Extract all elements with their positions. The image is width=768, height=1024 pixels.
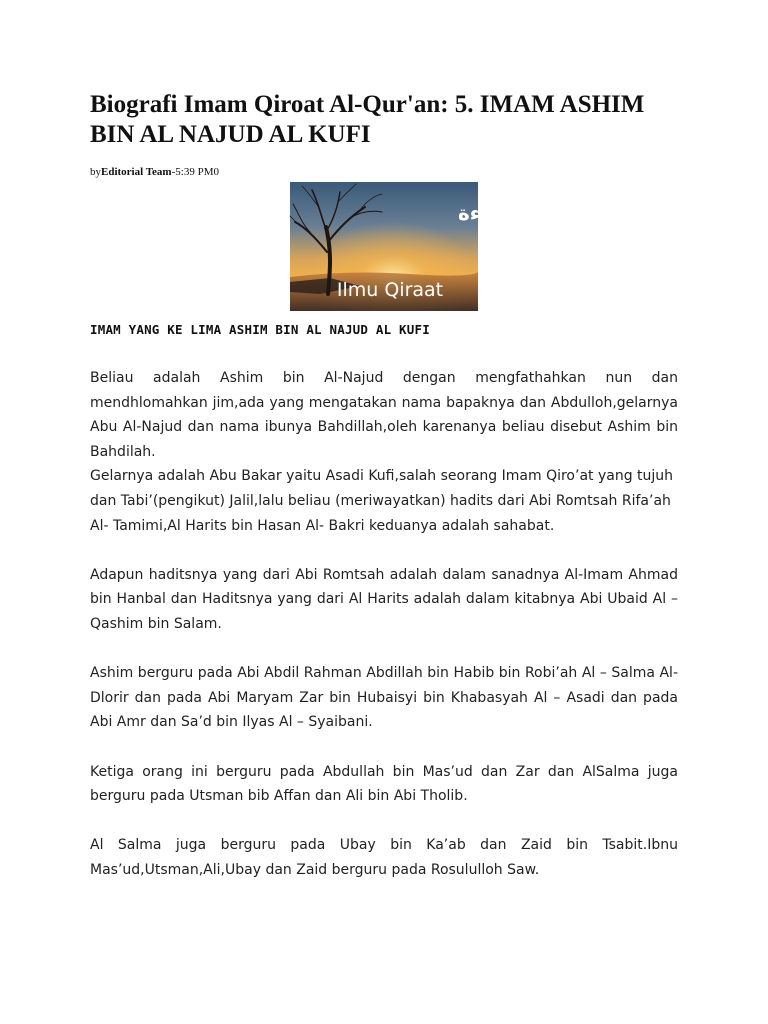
byline-comments[interactable]: 0 (213, 166, 219, 178)
byline-separator: - (171, 166, 176, 178)
article-subheading: IMAM YANG KE LIMA ASHIM BIN AL NAJUD AL KUFI (90, 322, 430, 337)
paragraph: Al Salma juga berguru pada Ubay bin Ka’ab dan Zaid bin Tsabit.Ibnu Mas’ud,Utsman,Ali,Ubay dan Zaid berguru pada Rosululloh Saw. (90, 837, 678, 878)
byline-time: 5:39 PM (175, 166, 214, 178)
article-title: Biografi Imam Qiroat Al-Qur'an: 5. IMAM ASHIM BIN AL NAJUD AL KUFI (90, 91, 645, 148)
article-body (90, 366, 678, 882)
paragraph: Gelarnya adalah Abu Bakar yaitu Asadi Kufi,salah seorang Imam Qiro’at yang tujuh dan Tabi’(pengikut) Jalil,lalu beliau (meriwayatkan) hadits dari Abi Romtsah Rifa’ah Al- Tamimi,Al Harits bin Hasan Al- Bakri keduanya adalah sahabat. (90, 468, 674, 534)
article-image (290, 182, 529, 311)
paragraph: Adapun haditsnya yang dari Abi Romtsah adalah dalam sanadnya Al-Imam Ahmad bin Hanbal dan Haditsnya yang dari Al Harits adalah dalam kitabnya Abi Ubaid Al – Qashim bin Salam. (90, 566, 678, 632)
byline-author[interactable]: Editorial Team (101, 166, 172, 178)
byline-by: by (90, 166, 101, 178)
byline (90, 166, 678, 178)
article (90, 90, 678, 878)
paragraph: Ashim berguru pada Abi Abdil Rahman Abdillah bin Habib bin Robi’ah Al – Salma Al-Dlorir dan pada Abi Maryam Zar bin Hubaisyi bin Khabasyah Al – Asadi dan pada Abi Amr dan Sa’d bin Ilyas Al – Syaibani. (90, 665, 678, 731)
image-arabic-text: القراءة (458, 201, 529, 225)
image-caption: Ilmu Qiraat (336, 279, 444, 301)
paragraph: Beliau adalah Ashim bin Al-Najud dengan mengfathahkan nun dan mendhlomahkan jim,ada yang mengatakan nama bapaknya dan Abdulloh,gelarnya Abu Al-Najud dan nama ibunya Bahdillah,oleh karenanya beliau disebut Ashim bin Bahdilah. (90, 370, 678, 460)
paragraph: Ketiga orang ini berguru pada Abdullah bin Mas’ud dan Zar dan AlSalma juga berguru pada Utsman bib Affan dan Ali bin Abi Tholib. (90, 763, 678, 805)
